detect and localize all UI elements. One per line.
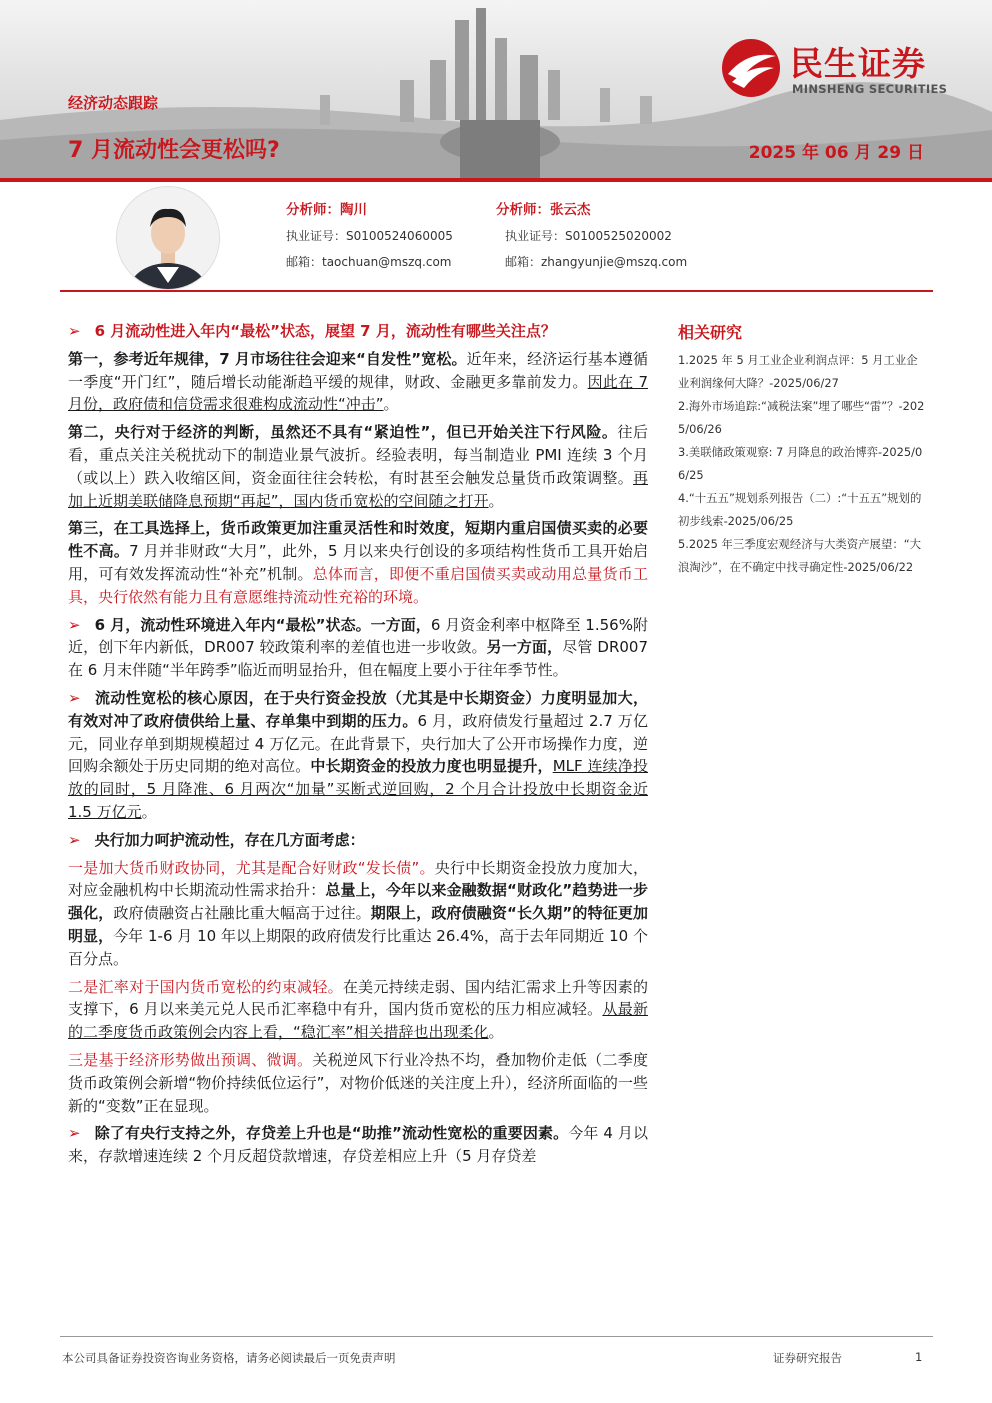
arrow-bullet-icon: ➢ [68, 830, 81, 849]
paragraph: 第三，在工具选择上，货币政策更加注重灵活性和时效度，短期内重启国债买卖的必要性不高。7 月并非财政“大月”，此外，5 月以来央行创设的多项结构性货币工具开始启用，可有效发挥流动性“补充”机制。总体而言，即便不重启国债买卖或动用总量货币工具，央行依然有能力且有意愿维持流动性充裕的环境。 [68, 519, 648, 606]
related-research-title: 相关研究 [678, 323, 743, 342]
page-number: 1 [915, 1350, 923, 1364]
bullet-heading: ➢ 6 月流动性进入年内“最松”状态，展望 7 月，流动性有哪些关注点？ [68, 322, 556, 340]
analyst-photo [116, 186, 220, 290]
report-title: 7 月流动性会更松吗? [68, 138, 280, 163]
arrow-bullet-icon: ➢ [68, 615, 81, 634]
analyst-1 [286, 198, 453, 279]
bullet-paragraph: ➢ 6 月，流动性环境进入年内“最松”状态。一方面，6 月资金利率中枢降至 1.56%附近，创下年内新低，DR007 较政策利率的差值也进一步收敛。另一方面，尽管 DR007 在 6 月末伴随“半年跨季”临近而明显抬升，但在幅度上要小于往年季节性。 [68, 615, 649, 680]
logo-name: 民生证券 [790, 44, 926, 83]
bullet-heading: ➢ 央行加力呵护流动性，存在几方面考虑： [68, 830, 365, 849]
paragraph: 第二，央行对于经济的判断，虽然还不具有“紧迫性”，但已开始关注下行风险。往后看，重点关注关税扰动下的制造业景气波折。经验表明，每当制造业 PMI 连续 3 个月（或以上）跌入收缩区间，资金面往往会转松，有时甚至会触发总量货币政策调整。再加上近期美联储降息预期“再起”，国内货币宽松的空间随之打开。 [68, 423, 648, 510]
analyst-cert: 执业证号：S0100524060005 [286, 229, 453, 243]
bullet-paragraph: ➢ 除了有央行支持之外，存贷差上升也是“助推”流动性宽松的重要因素。今年 4 月以来，存款增速连续 2 个月反超贷款增速，存贷差相应上升（5 月存贷差 [68, 1124, 648, 1166]
arrow-bullet-icon: ➢ [68, 1124, 81, 1143]
analyst-2 [496, 198, 687, 279]
paragraph: 第一，参考近年规律，7 月市场往往会迎来“自发性”宽松。近年来，经济运行基本遵循一季度“开门红”，随后增长动能渐趋平缓的规律，财政、金融更多靠前发力。因此在 7 月份，政府债和信贷需求很难构成流动性“冲击”。 [68, 349, 649, 414]
company-logo [718, 38, 968, 100]
bullet-paragraph: ➢ 流动性宽松的核心原因，在于央行资金投放（尤其是中长期资金）力度明显加大，有效对冲了政府债供给上量、存单集中到期的压力。6 月，政府债发行量超过 2.7 万亿元，同业存单到期规模超过 4 万亿元。在此背景下，央行加大了公开市场操作力度，逆回购余额处于历史同期的绝对高位。中长期资金的投放力度也明显提升，MLF 连续净投放的同时，5 月降准、6 月两次“加量”买断式逆回购，2 个月合计投放中长期资金近 1.5 万亿元。 [68, 688, 648, 821]
arrow-bullet-icon: ➢ [68, 688, 81, 707]
related-research [678, 320, 928, 579]
paragraph: 一是加大货币财政协同，尤其是配合好财政“发长债”。央行中长期资金投放力度加大，对应金融机构中长期流动性需求抬升：总量上，今年以来金融数据“财政化”趋势进一步强化，政府债融资占社融比重大幅高于过往。期限上，政府债融资“长久期”的特征更加明显，今年 1-6 月 10 年以上期限的政府债发行比重达 26.4%，高于去年同期近 10 个百分点。 [68, 858, 648, 968]
paragraph: 三是基于经济形势做出预调、微调。关税逆风下行业冷热不均，叠加物价走低（二季度货币政策例会新增“物价持续低位运行”，对物价低迷的关注度上升），经济所面临的一些新的“变数”正在显现。 [68, 1050, 648, 1115]
footer-doc-type: 证券研究报告 [773, 1351, 842, 1365]
footer-disclaimer: 本公司具备证券投资咨询业务资格，请务必阅读最后一页免责声明 [62, 1351, 396, 1365]
header-divider [0, 178, 992, 182]
report-date: 2025 年 06 月 29 日 [748, 143, 924, 163]
logo-english-name: MINSHENG SECURITIES [792, 82, 948, 96]
analyst-name: 分析师：张云杰 [496, 202, 591, 218]
related-research-item[interactable]: 3.美联储政策观察: 7 月降息的政治博弈-2025/06/25 [678, 445, 923, 482]
related-research-item[interactable]: 5.2025 年三季度宏观经济与大类资产展望：“大浪淘沙”，在不确定中找寻确定性-2025/06/22 [678, 537, 922, 574]
analyst-name: 分析师：陶川 [286, 202, 367, 218]
analyst-cert: 执业证号：S0100525020002 [505, 229, 672, 243]
report-body [68, 320, 648, 1173]
related-research-item[interactable]: 2.海外市场追踪:“减税法案”埋了哪些“雷”？-2025/06/26 [678, 399, 925, 436]
related-research-item[interactable]: 1.2025 年 5 月工业企业利润点评：5 月工业企业利润缘何大降？-2025/06/27 [678, 353, 918, 390]
arrow-bullet-icon: ➢ [68, 322, 81, 340]
related-research-item[interactable]: 4.“十五五”规划系列报告（二）:“十五五”规划的初步线索-2025/06/25 [678, 491, 922, 528]
section-tag: 经济动态跟踪 [68, 94, 159, 112]
footer-divider [60, 1336, 933, 1337]
logo-mark-icon [718, 38, 784, 98]
analyst-divider [60, 290, 933, 292]
analyst-email[interactable]: 邮箱：zhangyunjie@mszq.com [505, 255, 688, 269]
paragraph: 二是汇率对于国内货币宽松的约束减轻。在美元持续走弱、国内结汇需求上升等因素的支撑下，6 月以来美元兑人民币汇率稳中有升，国内货币宽松的压力相应减轻。从最新的二季度货币政策例会内容上看，“稳汇率”相关措辞也出现柔化。 [68, 977, 648, 1042]
analyst-email[interactable]: 邮箱：taochuan@mszq.com [286, 255, 452, 269]
